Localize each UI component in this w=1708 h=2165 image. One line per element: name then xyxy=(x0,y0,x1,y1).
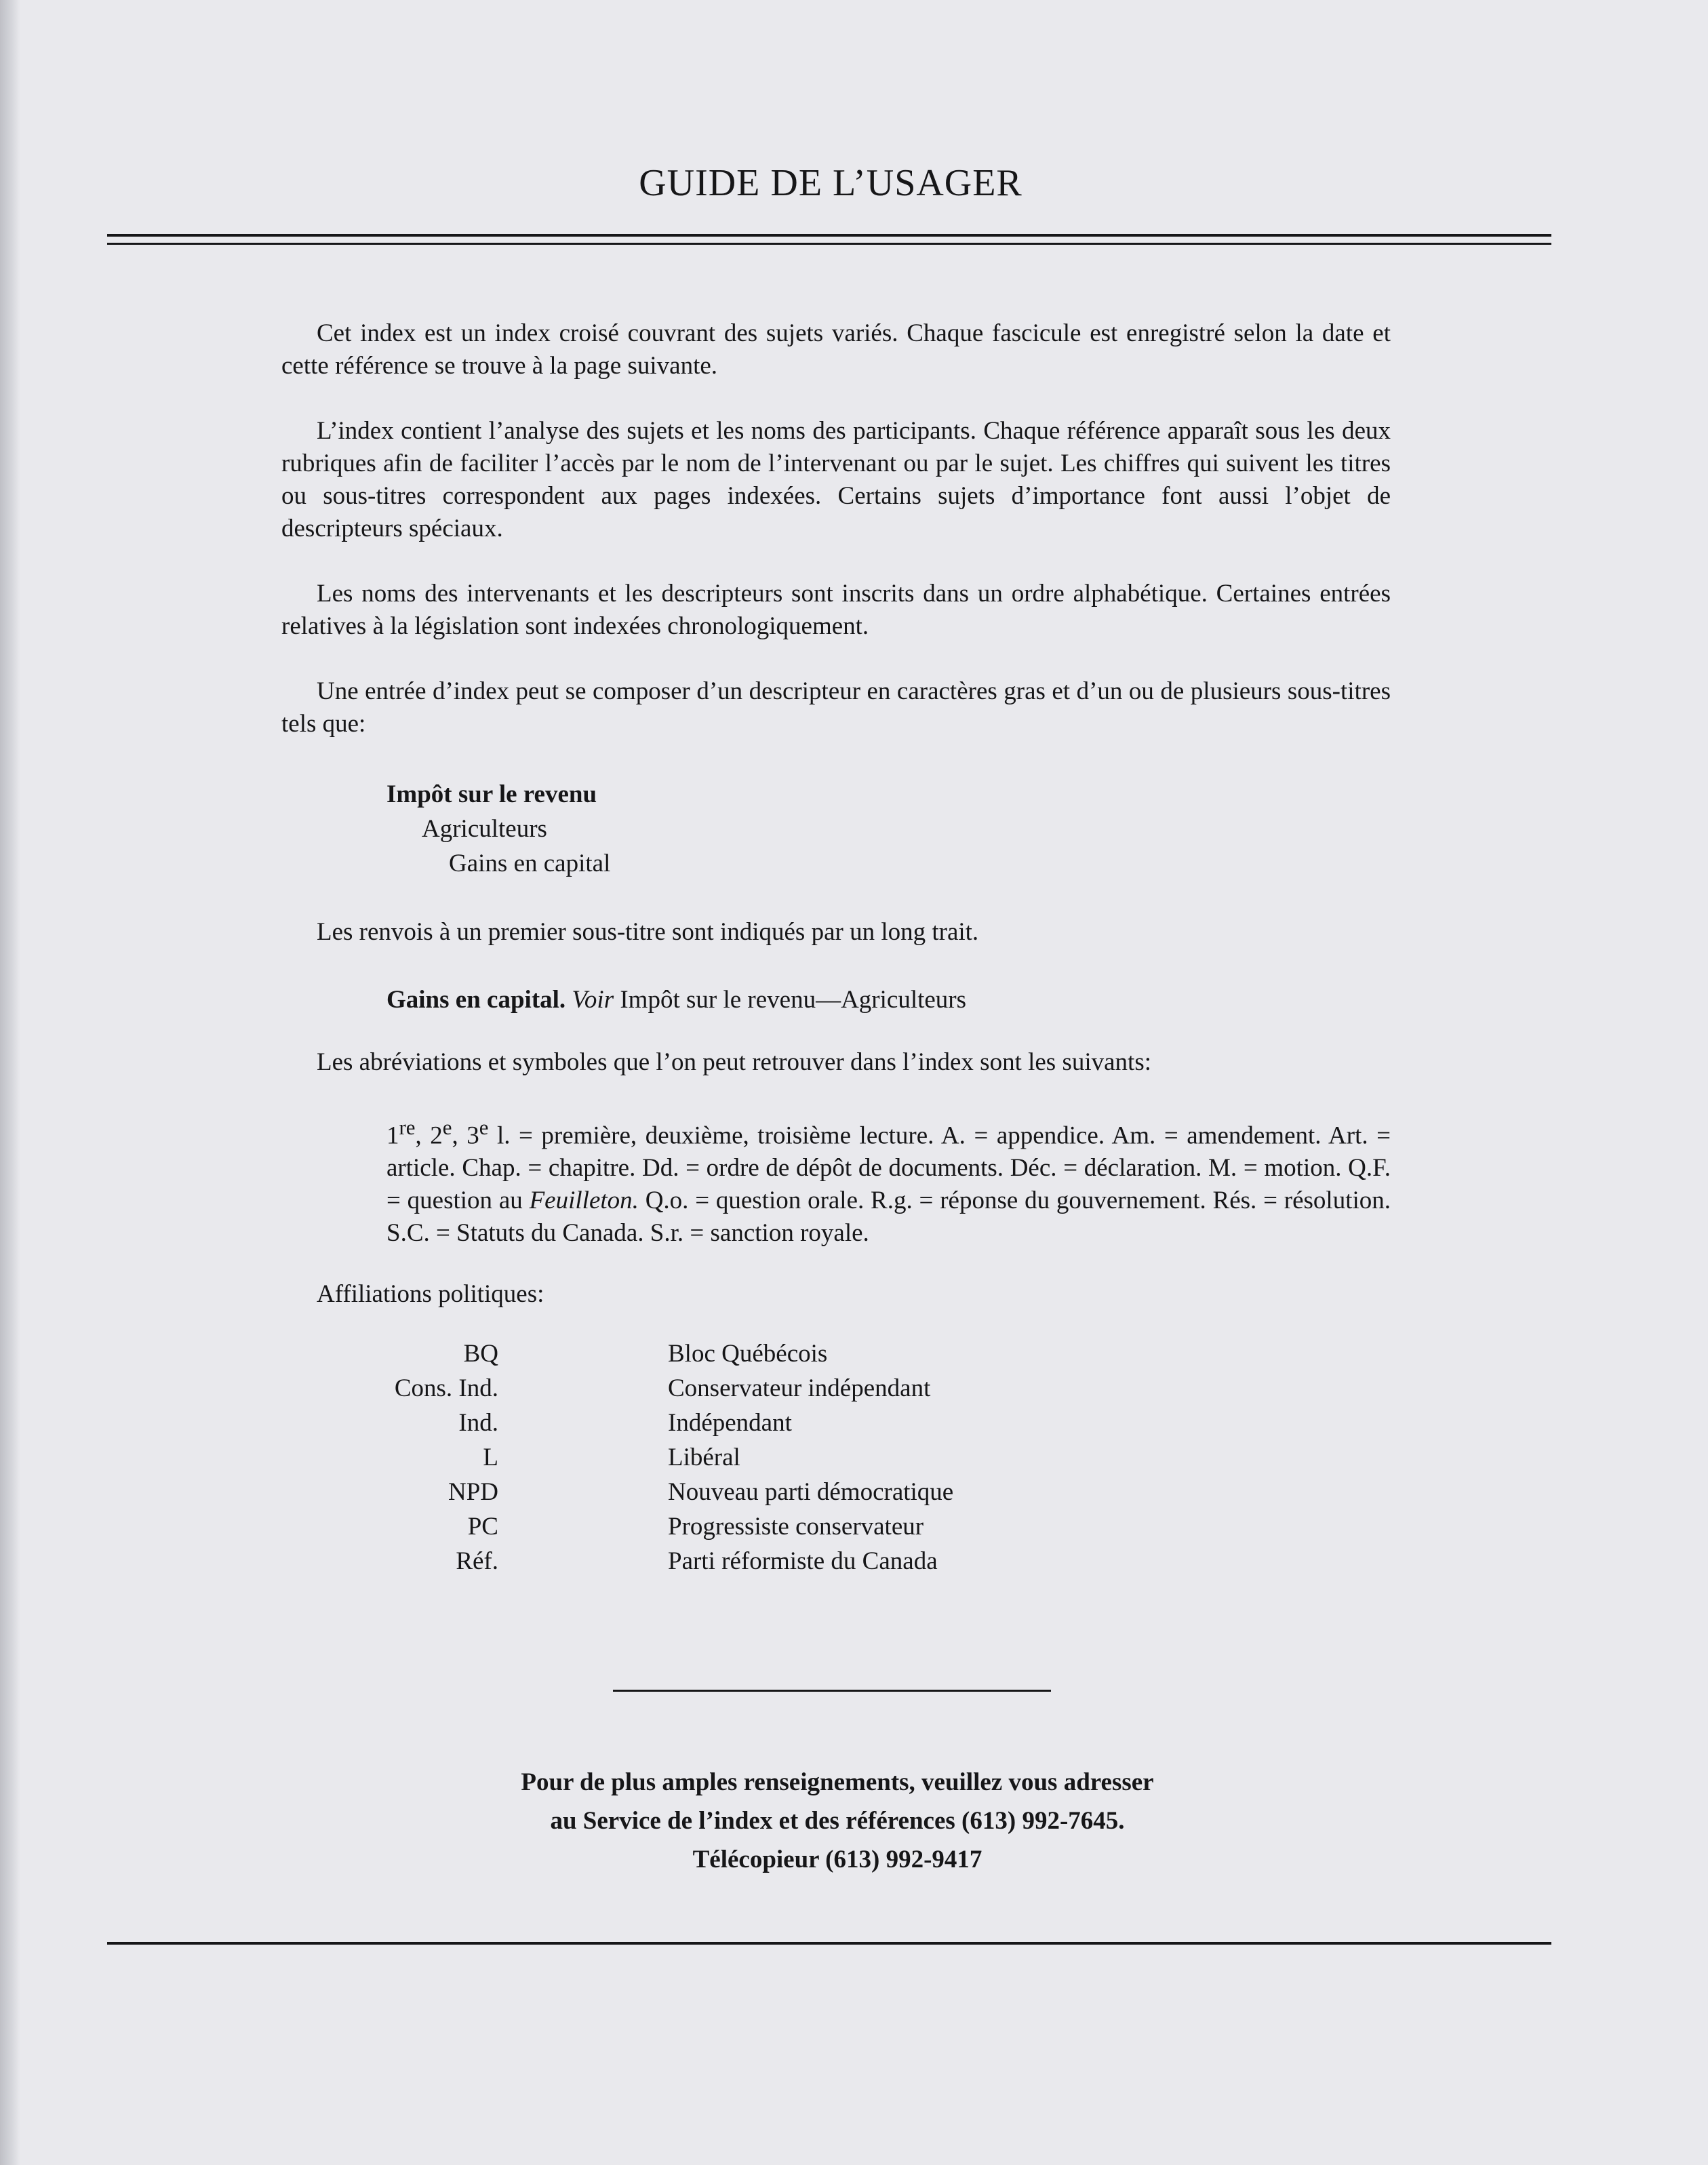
header-rule-thin xyxy=(107,243,1551,245)
affiliation-row xyxy=(281,1511,953,1545)
example-sub-subtitle: Gains en capital xyxy=(449,850,611,877)
paragraph-abbreviations-intro: Les abréviations et symboles que l’on peut retrouver dans l’index sont les suivants: xyxy=(317,1048,1152,1076)
affiliation-abbreviation: L xyxy=(483,1444,498,1472)
example-entry xyxy=(386,777,1391,881)
ordinal-1: 1 xyxy=(386,1121,399,1150)
contact-line-1: Pour de plus amples renseignements, veuillez vous adresser xyxy=(521,1768,1154,1796)
affiliation-abbreviation: Réf. xyxy=(456,1547,498,1576)
page-title: GUIDE DE L’USAGER xyxy=(639,162,1022,204)
affiliation-name: Libéral xyxy=(668,1444,740,1472)
affiliation-abbreviation: NPD xyxy=(448,1478,498,1507)
affiliation-name: Bloc Québécois xyxy=(668,1340,828,1368)
separator-rule xyxy=(613,1690,1051,1692)
xref-voir: Voir xyxy=(572,986,614,1014)
header-rule-thick xyxy=(107,234,1551,237)
abbreviations-list: 1re, 2e, 3e l. = première, deuxième, troisième lecture. A. = appendice. Am. = amendement. Art. = article. Chap. = chapitre. Dd. = ordre de dépôt de documents. Déc. = déclaration. M. = motion. Q.F. = question au Feuilleton. Q.o. = question orale. R.g. = réponse du gouvernement. Rés. = résolution. S.C. = Statuts du Canada. S.r. = sanction royale. xyxy=(386,1116,1391,1248)
paragraph-order: Les noms des intervenants et les descripteurs sont inscrits dans un ordre alphabétique. Certaines entrées relatives à la législation sont indexées chronologiquement. xyxy=(281,580,1391,640)
affiliation-name: Indépendant xyxy=(668,1409,792,1437)
ordinal-2-sup: e xyxy=(442,1116,452,1139)
contact-line-2: au Service de l’index et des références (613) 992-7645. xyxy=(550,1807,1125,1835)
cross-reference-example xyxy=(386,984,1391,1016)
xref-term: Gains en capital. xyxy=(386,986,566,1014)
affiliation-name: Nouveau parti démocratique xyxy=(668,1478,954,1507)
affiliation-row xyxy=(281,1338,953,1372)
affiliation-row xyxy=(281,1545,953,1580)
affiliation-row xyxy=(281,1407,953,1442)
paragraph-intro: Cet index est un index croisé couvrant des sujets variés. Chaque fascicule est enregistré selon la date et cette référence se trouve à la page suivante. xyxy=(281,319,1391,380)
affiliations-table xyxy=(281,1338,953,1580)
abbreviations-text-b: Q.o. = question orale. R.g. = réponse du gouvernement. Rés. = résolution. S.C. = Statuts du Canada. S.r. = sanction royale. xyxy=(386,1187,1391,1248)
contact-info xyxy=(0,1763,1675,1879)
example-subtitle: Agriculteurs xyxy=(422,815,547,843)
affiliation-name: Conservateur indépendant xyxy=(668,1374,931,1403)
xref-target: Impôt sur le revenu—Agriculteurs xyxy=(620,986,967,1014)
ordinal-2: 2 xyxy=(430,1121,443,1150)
paragraph-entry: Une entrée d’index peut se composer d’un descripteur en caractères gras et d’un ou de plusieurs sous-titres tels que: xyxy=(281,677,1391,738)
contact-line-3: Télécopieur (613) 992-9417 xyxy=(692,1846,982,1873)
affiliation-name: Parti réformiste du Canada xyxy=(668,1547,938,1576)
ordinal-3: 3 xyxy=(466,1121,479,1150)
affiliation-row xyxy=(281,1476,953,1511)
ordinal-1-sup: re xyxy=(399,1116,416,1139)
ordinal-3-sup: e xyxy=(479,1116,489,1139)
affiliation-name: Progressiste conservateur xyxy=(668,1513,924,1541)
abbreviations-feuilleton: Feuilleton. xyxy=(529,1187,639,1215)
affiliation-row xyxy=(281,1442,953,1476)
abbreviations-text-a: l. = première, deuxième, troisième lecture. A. = appendice. Am. = amendement. Art. = article. Chap. = chapitre. Dd. = ordre de dépôt de documents. Déc. = déclaration. M. = motion. Q.F. = question au xyxy=(386,1121,1391,1215)
affiliation-abbreviation: PC xyxy=(467,1513,498,1541)
affiliation-abbreviation: BQ xyxy=(463,1340,498,1368)
affiliation-abbreviation: Ind. xyxy=(458,1409,498,1437)
affiliation-row xyxy=(281,1372,953,1407)
guide-body xyxy=(281,317,1391,1580)
paragraph-affiliations-intro: Affiliations politiques: xyxy=(317,1280,544,1309)
affiliation-abbreviation: Cons. Ind. xyxy=(394,1374,498,1403)
footer-rule xyxy=(107,1942,1551,1945)
paragraph-analysis: L’index contient l’analyse des sujets et les noms des participants. Chaque référence apparaît sous les deux rubriques afin de faciliter l’accès par le nom de l’intervenant ou par le sujet. Les chiffres qui suivent les titres ou sous-titres correspondent aux pages indexées. Certains sujets d’importance font aussi l’objet de descripteurs spéciaux. xyxy=(281,417,1391,542)
example-descriptor: Impôt sur le revenu xyxy=(386,780,597,808)
paragraph-renvois: Les renvois à un premier sous-titre sont indiqués par un long trait. xyxy=(317,918,979,946)
